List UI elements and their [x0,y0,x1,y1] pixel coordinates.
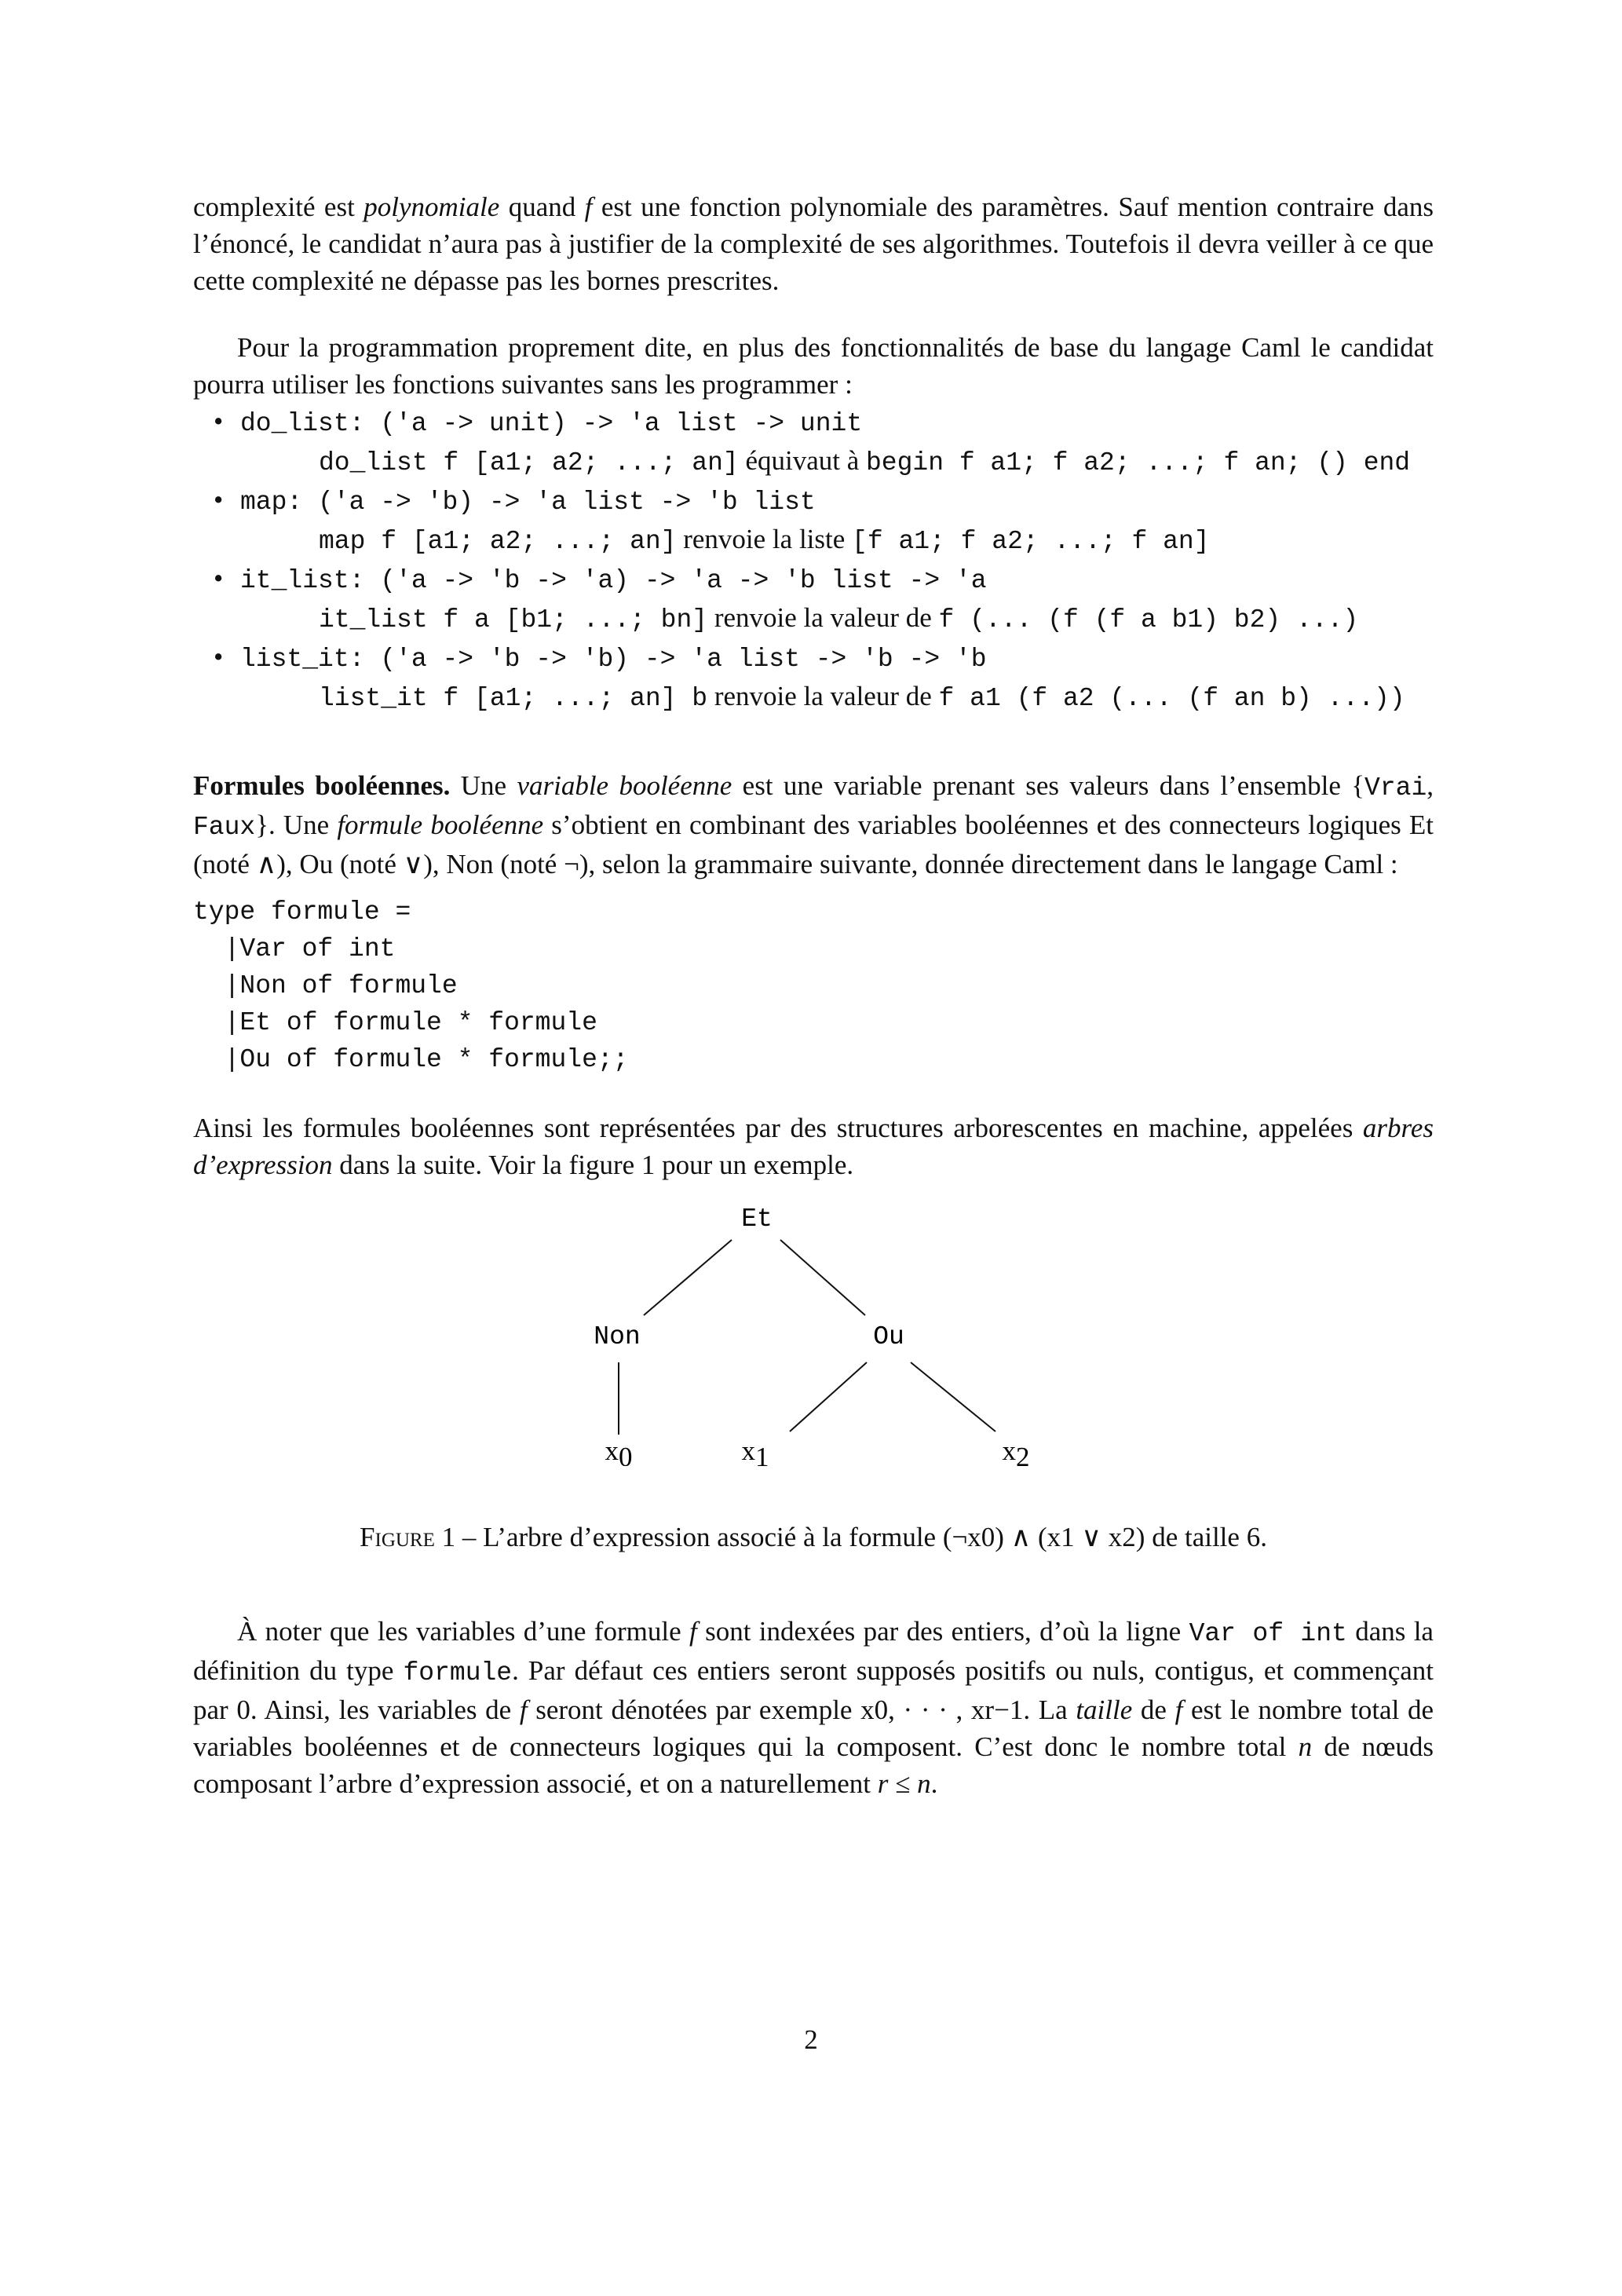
boolean-formulas-paragraph: Formules booléennes. Une variable booléenne est une variable prenant ses valeurs dans l’ensemble {Vrai, Faux}. Une formule booléenne s’obtient en combinant des variables booléennes et des connecteurs logiques Et (noté ∧), Ou (noté ∨), Non (noté ¬), selon la grammaire suivante, donnée directement dans le langage Caml : [193,770,1434,879]
node-non: Non [594,1322,641,1351]
figure-1 [193,1183,1434,1466]
page-content [193,188,1434,1802]
programming-paragraph: Pour la programmation proprement dite, en plus des fonctionnalités de base du langage Caml le candidat pourra utiliser les fonctions suivantes sans les programmer : [193,332,1434,400]
node-x2: x2 [1002,1435,1030,1466]
edge-ou-x2 [911,1362,995,1431]
caml-type-definition: type formule = |Var of int |Non of formule |Et of formule * formule |Ou of formule * formule;; [193,898,629,1074]
intro-paragraph: complexité est polynomiale quand f est une fonction polynomiale des paramètres. Sauf mention contraire dans l’énoncé, le candidat n’aura pas à justifier de la complexité de ses algorithmes. Toutefois il devra veiller à ce que cette complexité ne dépasse pas les bornes prescrites. [193,192,1434,296]
list-item-it-list: • it_list: ('a -> 'b -> 'a) -> 'a -> 'b list -> 'a it_list f a [b1; ...; bn] renvoie la valeur de f (... (f (f a b1) b2) ...) [193,560,1434,638]
page-number: 2 [804,2024,818,2055]
list-item-list-it: • list_it: ('a -> 'b -> 'b) -> 'a list -> 'b -> 'b list_it f [a1; ...; an] b renvoie la valeur de f a1 (f a2 (... (f an b) ...)) [193,638,1434,717]
figure-caption: Figure 1 – L’arbre d’expression associé à la formule (¬x0) ∧ (x1 ∨ x2) de taille 6. [360,1522,1267,1552]
expression-tree-paragraph: Ainsi les formules booléennes sont représentées par des structures arborescentes en machine, appelées arbres d’expression dans la suite. Voir la figure 1 pour un exemple. [193,1113,1434,1180]
expression-tree-diagram [193,1183,1434,1466]
edge-et-ou [780,1240,865,1315]
function-list [193,403,1434,717]
note-paragraph: À noter que les variables d’une formule f sont indexées par des entiers, d’où la ligne Var of int dans la définition du type formule. Par défaut ces entiers seront supposés positifs ou nuls, contigus, et commençant par 0. Ainsi, les variables de f seront dénotées par exemple x0, · · · , xr−1. La taille de f est le nombre total de variables booléennes et de connecteurs logiques qui la composent. C’est donc le nombre total n de nœuds composant l’arbre d’expression associé, et on a naturellement r ≤ n. [193,1616,1434,1799]
list-item-map: • map: ('a -> 'b) -> 'a list -> 'b list map f [a1; a2; ...; an] renvoie la liste [f a1; f a2; ...; f an] [193,481,1434,560]
node-x1: x1 [741,1435,769,1466]
list-item-do-list: • do_list: ('a -> unit) -> 'a list -> unit do_list f [a1; a2; ...; an] équivaut à begin f a1; f a2; ...; f an; () end [193,403,1434,481]
node-ou: Ou [873,1322,904,1351]
node-et: Et [741,1205,773,1234]
edge-et-non [644,1240,732,1315]
node-x0: x0 [605,1435,633,1466]
edge-ou-x1 [790,1362,867,1431]
